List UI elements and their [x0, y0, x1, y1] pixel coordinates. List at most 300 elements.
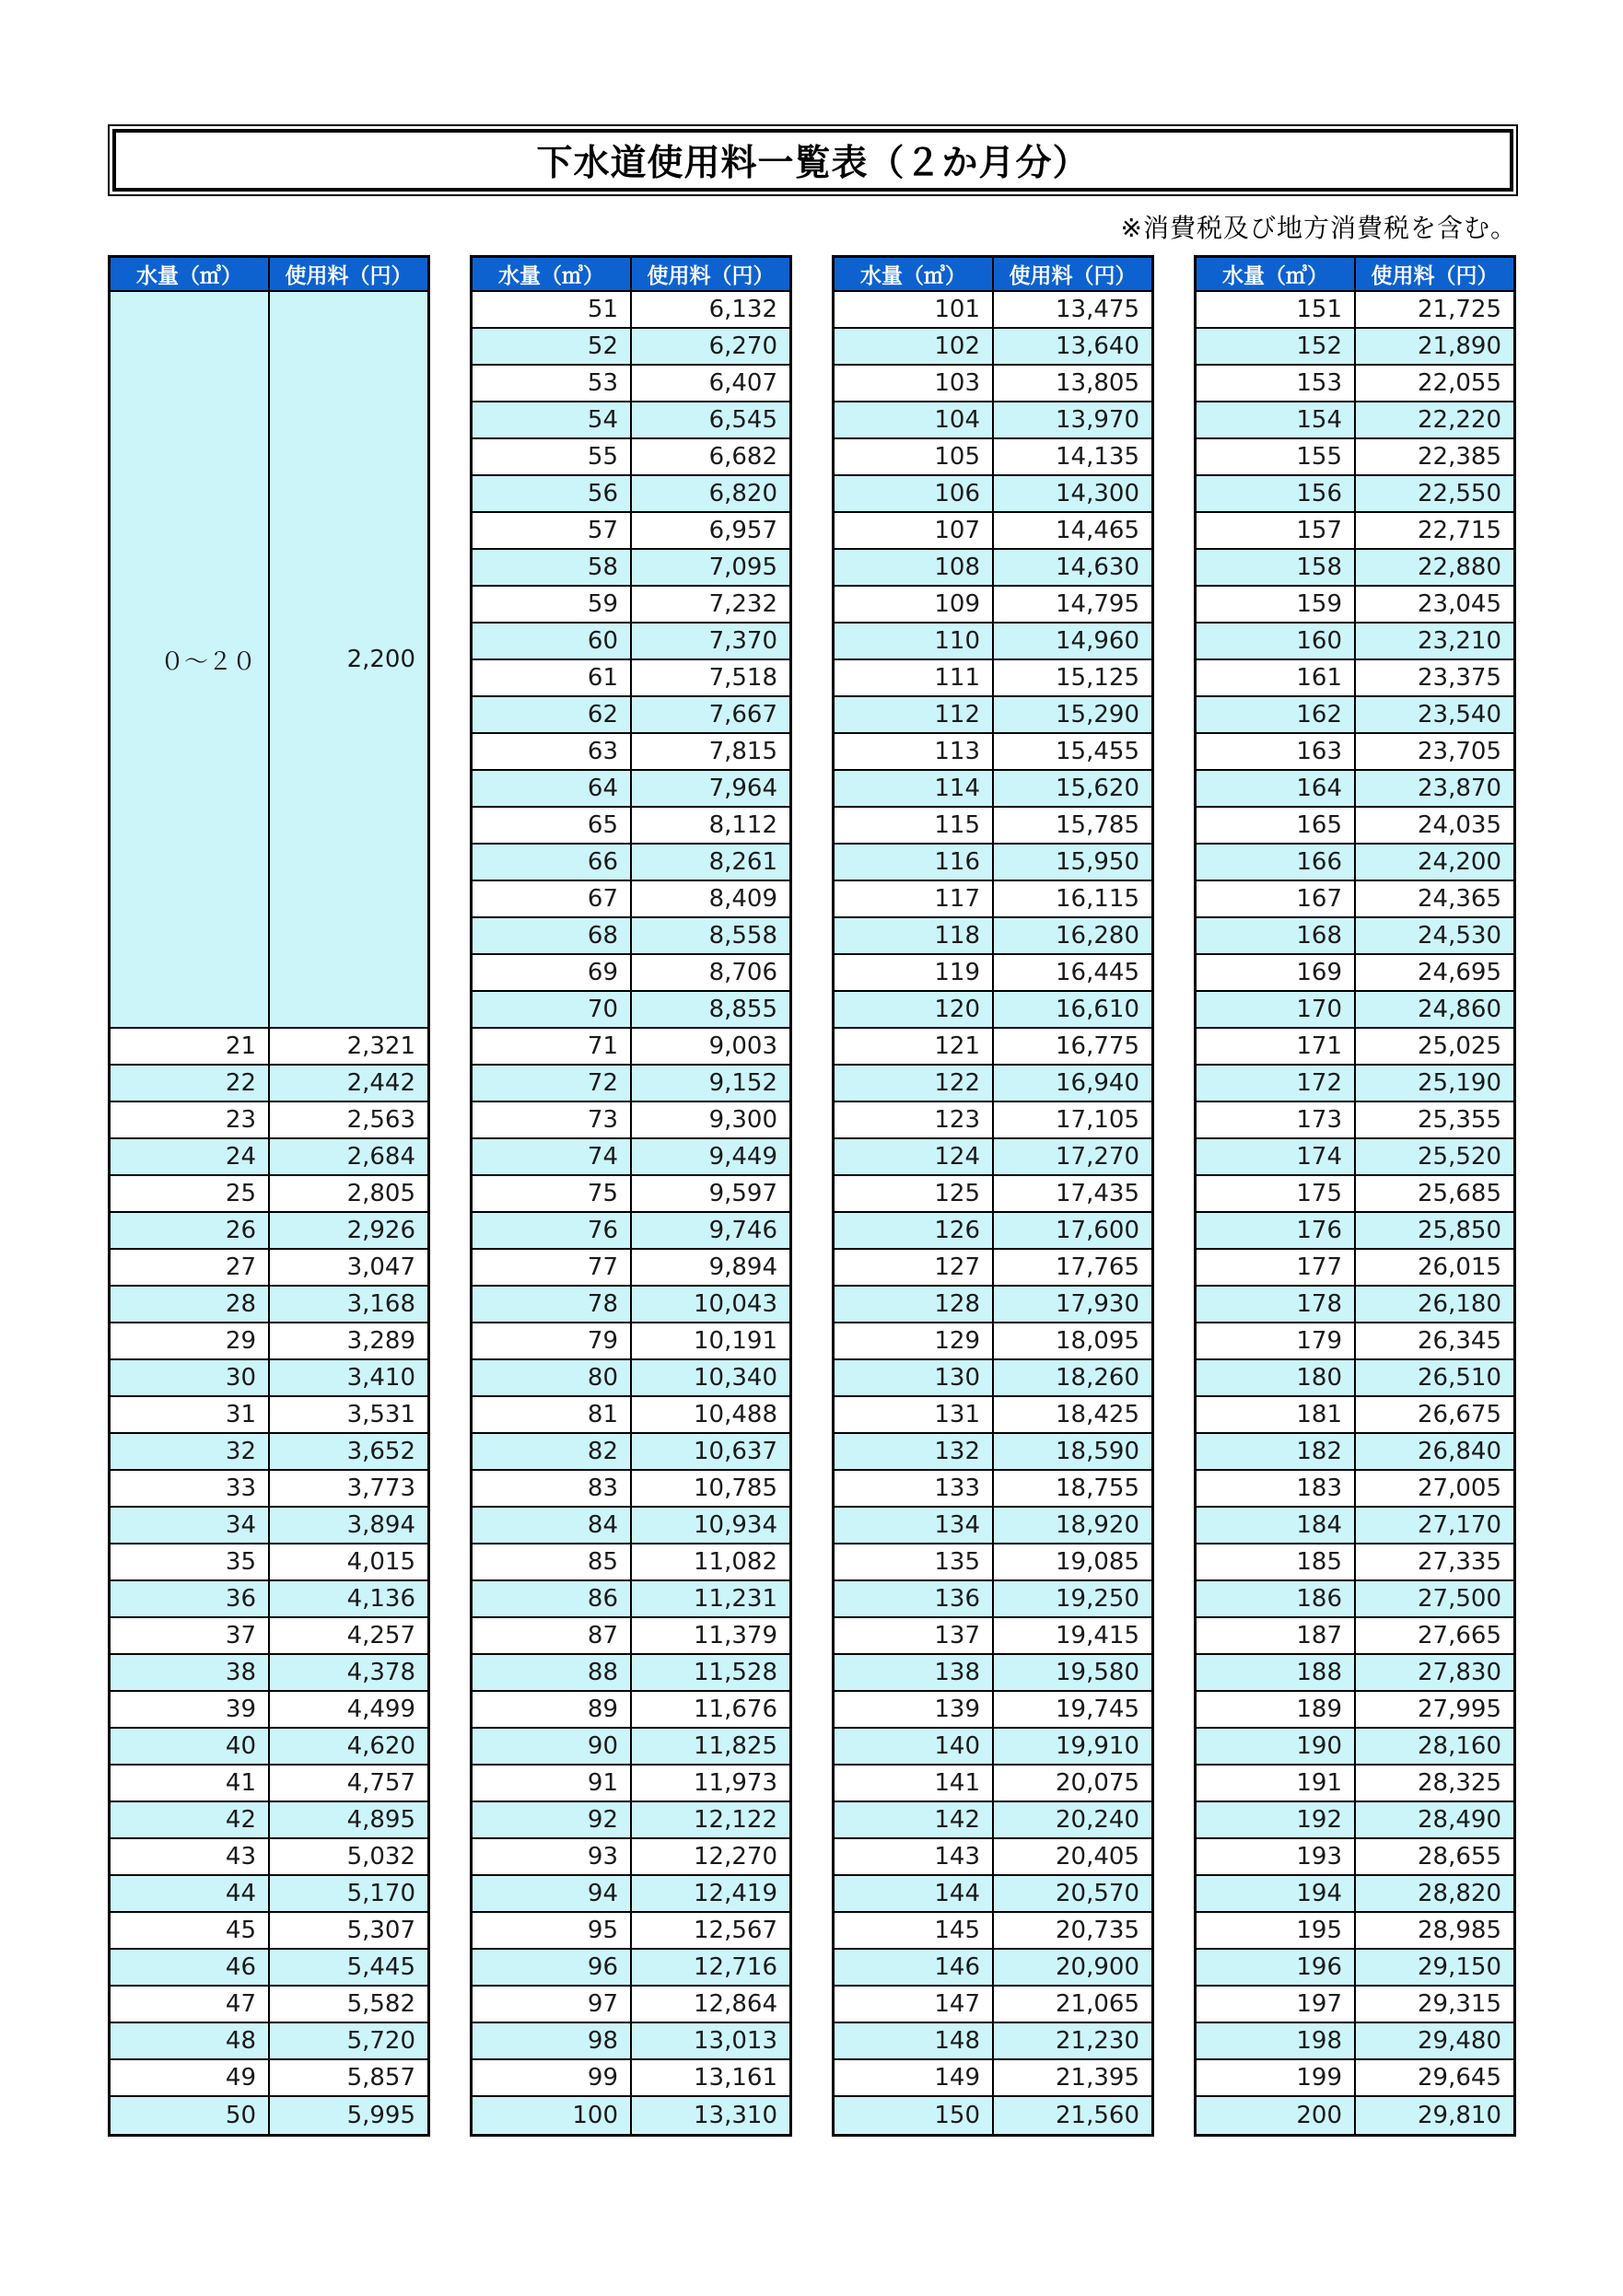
volume-cell: 31 — [225, 1401, 256, 1428]
table-row — [473, 697, 789, 734]
table-row — [111, 2097, 427, 2134]
table-row — [1197, 955, 1513, 992]
table-row — [1197, 1950, 1513, 1987]
fee-cell: 13,310 — [630, 2097, 789, 2134]
table-row — [1197, 771, 1513, 808]
table-row — [1197, 476, 1513, 513]
fee-cell: 11,379 — [630, 1618, 789, 1653]
table-row — [111, 1176, 427, 1213]
volume-cell: 67 — [587, 885, 618, 913]
table-row — [1197, 660, 1513, 697]
volume-cell: 182 — [1296, 1438, 1342, 1465]
table-row — [835, 992, 1151, 1029]
volume-cell: 189 — [1296, 1696, 1342, 1723]
volume-cell: 144 — [934, 1880, 980, 1907]
fee-cell: 5,032 — [268, 1839, 427, 1874]
fee-cell: 13,161 — [630, 2060, 789, 2095]
fee-cell: 15,950 — [992, 845, 1151, 880]
volume-cell: 33 — [225, 1474, 256, 1502]
fee-table — [108, 255, 1518, 2137]
table-row — [835, 1508, 1151, 1544]
table-row — [1197, 1729, 1513, 1766]
fee-cell: 7,518 — [630, 660, 789, 695]
fee-cell: 11,231 — [630, 1581, 789, 1616]
table-row — [835, 881, 1151, 918]
table-row — [1197, 624, 1513, 660]
volume-cell: 121 — [934, 1032, 980, 1060]
fee-cell: 6,132 — [630, 292, 789, 327]
table-row — [835, 2023, 1151, 2060]
table-row — [473, 1655, 789, 1692]
volume-cell: 119 — [934, 959, 980, 986]
fee-cell: 3,652 — [268, 1434, 427, 1469]
table-row — [473, 1287, 789, 1323]
fee-cell: 6,957 — [630, 513, 789, 548]
table-row — [473, 1729, 789, 1766]
fee-cell: 25,190 — [1354, 1066, 1513, 1101]
fee-cell: 18,920 — [992, 1508, 1151, 1543]
volume-cell: 185 — [1296, 1548, 1342, 1576]
fee-cell: 4,015 — [268, 1544, 427, 1579]
table-row — [1197, 402, 1513, 439]
volume-cell: 101 — [934, 296, 980, 323]
fee-cell: 22,220 — [1354, 402, 1513, 437]
volume-cell: 84 — [587, 1511, 618, 1539]
fee-cell: 8,855 — [630, 992, 789, 1027]
column-group — [470, 255, 792, 2137]
volume-header-cell: 水量（㎥） — [473, 258, 630, 290]
table-row — [473, 660, 789, 697]
fee-cell: 3,894 — [268, 1508, 427, 1543]
fee-cell: 20,900 — [992, 1950, 1151, 1985]
fee-cell: 7,370 — [630, 624, 789, 658]
table-row — [473, 1802, 789, 1839]
fee-cell: 4,499 — [268, 1692, 427, 1727]
table-row — [835, 1360, 1151, 1397]
volume-cell: 152 — [1296, 332, 1342, 360]
fee-cell: 25,685 — [1354, 1176, 1513, 1211]
table-row — [1197, 734, 1513, 771]
volume-cell: 165 — [1296, 811, 1342, 839]
volume-cell: 78 — [587, 1290, 618, 1318]
fee-cell: 13,970 — [992, 402, 1151, 437]
volume-cell: 57 — [587, 517, 618, 544]
fee-cell: 12,419 — [630, 1876, 789, 1911]
fee-cell: 10,934 — [630, 1508, 789, 1543]
volume-cell: 177 — [1296, 1253, 1342, 1281]
fee-cell: 25,355 — [1354, 1102, 1513, 1137]
fee-header-cell: 使用料（円） — [630, 258, 789, 290]
table-row — [835, 439, 1151, 476]
table-row — [835, 918, 1151, 955]
fee-cell: 15,290 — [992, 697, 1151, 732]
fee-cell: 24,860 — [1354, 992, 1513, 1027]
table-row — [835, 624, 1151, 660]
volume-cell: 161 — [1296, 664, 1342, 692]
volume-cell: 21 — [225, 1032, 256, 1060]
volume-cell: 130 — [934, 1364, 980, 1392]
volume-cell: 24 — [225, 1143, 256, 1171]
table-row — [1197, 1471, 1513, 1508]
table-row — [473, 1066, 789, 1102]
fee-cell: 3,773 — [268, 1471, 427, 1506]
volume-cell: 48 — [225, 2027, 256, 2055]
volume-cell: 49 — [225, 2064, 256, 2092]
fee-cell: 20,735 — [992, 1913, 1151, 1948]
table-row — [473, 1544, 789, 1581]
fee-cell: 7,815 — [630, 734, 789, 769]
table-row — [835, 1397, 1151, 1434]
volume-cell: 23 — [225, 1106, 256, 1134]
table-row — [111, 1802, 427, 1839]
volume-cell: 29 — [225, 1327, 256, 1355]
table-row — [473, 2023, 789, 2060]
fee-cell: 18,590 — [992, 1434, 1151, 1469]
table-row — [473, 1139, 789, 1176]
group-header — [1197, 258, 1513, 292]
table-row — [1197, 2023, 1513, 2060]
table-row — [473, 1692, 789, 1729]
fee-cell: 22,385 — [1354, 439, 1513, 474]
table-row — [473, 550, 789, 587]
fee-cell: 7,964 — [630, 771, 789, 806]
fee-cell: 2,563 — [268, 1102, 427, 1137]
fee-cell: 27,830 — [1354, 1655, 1513, 1690]
volume-cell: 113 — [934, 738, 980, 765]
fee-cell: 17,270 — [992, 1139, 1151, 1174]
volume-cell: 98 — [587, 2027, 618, 2055]
table-row — [1197, 845, 1513, 881]
fee-cell: 19,250 — [992, 1581, 1151, 1616]
page-title: 下水道使用料一覧表（２か月分） — [536, 143, 1090, 184]
table-row — [1197, 1029, 1513, 1066]
table-row — [1197, 1287, 1513, 1323]
volume-cell: 183 — [1296, 1474, 1342, 1502]
table-row — [835, 1802, 1151, 1839]
volume-cell: 80 — [587, 1364, 618, 1392]
group-header — [473, 258, 789, 292]
volume-cell: 158 — [1296, 554, 1342, 581]
table-row — [473, 1029, 789, 1066]
table-row — [835, 1839, 1151, 1876]
volume-cell: 81 — [587, 1401, 618, 1428]
fee-cell: 3,168 — [268, 1287, 427, 1322]
fee-cell: 26,345 — [1354, 1323, 1513, 1358]
fee-cell: 22,055 — [1354, 366, 1513, 401]
volume-cell: 54 — [587, 406, 618, 434]
table-row — [835, 955, 1151, 992]
table-row — [111, 1655, 427, 1692]
volume-cell: 116 — [934, 848, 980, 876]
fee-cell: 29,315 — [1354, 1987, 1513, 2022]
table-row — [473, 1250, 789, 1287]
volume-cell: 135 — [934, 1548, 980, 1576]
table-row — [835, 587, 1151, 624]
volume-cell: 170 — [1296, 996, 1342, 1023]
table-row — [835, 1876, 1151, 1913]
table-row — [111, 1544, 427, 1581]
volume-cell: 187 — [1296, 1622, 1342, 1649]
fee-cell: 21,725 — [1354, 292, 1513, 327]
volume-cell: 136 — [934, 1585, 980, 1613]
table-row — [473, 1323, 789, 1360]
fee-cell: 19,580 — [992, 1655, 1151, 1690]
fee-cell: 4,620 — [268, 1729, 427, 1764]
fee-cell: 2,321 — [268, 1029, 427, 1064]
volume-cell: 62 — [587, 701, 618, 728]
fee-cell: 23,375 — [1354, 660, 1513, 695]
volume-cell: 59 — [587, 590, 618, 618]
volume-cell: 175 — [1296, 1180, 1342, 1207]
fee-cell: 11,825 — [630, 1729, 789, 1764]
fee-cell: 12,270 — [630, 1839, 789, 1874]
volume-cell: 137 — [934, 1622, 980, 1649]
volume-cell: 104 — [934, 406, 980, 434]
volume-cell: 138 — [934, 1659, 980, 1686]
fee-cell: 2,684 — [268, 1139, 427, 1174]
table-row — [111, 1066, 427, 1102]
volume-cell: 153 — [1296, 369, 1342, 397]
fee-cell: 25,025 — [1354, 1029, 1513, 1064]
merged-base-rate-row — [111, 292, 427, 1029]
table-row — [473, 1176, 789, 1213]
volume-cell: 198 — [1296, 2027, 1342, 2055]
volume-cell: 171 — [1296, 1032, 1342, 1060]
volume-cell: 52 — [587, 332, 618, 360]
fee-cell: 17,105 — [992, 1102, 1151, 1137]
fee-cell: 4,378 — [268, 1655, 427, 1690]
fee-cell: 27,005 — [1354, 1471, 1513, 1506]
table-row — [473, 292, 789, 329]
group-header — [111, 258, 427, 292]
fee-cell: 17,765 — [992, 1250, 1151, 1285]
table-row — [473, 476, 789, 513]
volume-cell: 47 — [225, 1990, 256, 2018]
volume-header-cell: 水量（㎥） — [835, 258, 992, 290]
volume-cell: 25 — [225, 1180, 256, 1207]
table-row — [835, 550, 1151, 587]
fee-cell: 24,695 — [1354, 955, 1513, 990]
table-row — [835, 1176, 1151, 1213]
title-box — [108, 124, 1518, 196]
volume-cell: 114 — [934, 775, 980, 802]
table-row — [835, 1692, 1151, 1729]
volume-cell: 179 — [1296, 1327, 1342, 1355]
volume-cell: 85 — [587, 1548, 618, 1576]
fee-cell: 7,667 — [630, 697, 789, 732]
table-row — [111, 1876, 427, 1913]
table-row — [1197, 1618, 1513, 1655]
volume-cell: 92 — [587, 1806, 618, 1834]
fee-cell: 4,895 — [268, 1802, 427, 1837]
volume-cell: 71 — [587, 1032, 618, 1060]
volume-cell: 88 — [587, 1659, 618, 1686]
fee-cell: 5,307 — [268, 1913, 427, 1948]
fee-cell: 22,550 — [1354, 476, 1513, 511]
table-row — [473, 439, 789, 476]
fee-cell: 3,047 — [268, 1250, 427, 1285]
table-row — [111, 2023, 427, 2060]
table-row — [473, 2097, 789, 2134]
table-row — [473, 1397, 789, 1434]
fee-cell: 29,810 — [1354, 2097, 1513, 2134]
fee-cell: 6,407 — [630, 366, 789, 401]
table-row — [473, 1360, 789, 1397]
fee-cell: 24,365 — [1354, 881, 1513, 916]
fee-cell: 27,500 — [1354, 1581, 1513, 1616]
fee-cell: 5,170 — [268, 1876, 427, 1911]
table-row — [1197, 587, 1513, 624]
fee-cell: 18,260 — [992, 1360, 1151, 1395]
volume-cell: 79 — [587, 1327, 618, 1355]
volume-cell: 89 — [587, 1696, 618, 1723]
table-row — [1197, 329, 1513, 366]
fee-cell: 22,880 — [1354, 550, 1513, 585]
fee-cell: 16,775 — [992, 1029, 1151, 1064]
fee-cell: 11,082 — [630, 1544, 789, 1579]
volume-cell: 65 — [587, 811, 618, 839]
table-row — [473, 2060, 789, 2097]
volume-cell: 162 — [1296, 701, 1342, 728]
fee-cell: 3,410 — [268, 1360, 427, 1395]
table-row — [1197, 1913, 1513, 1950]
table-row — [1197, 1508, 1513, 1544]
volume-cell: 82 — [587, 1438, 618, 1465]
column-group — [832, 255, 1154, 2137]
table-row — [111, 1213, 427, 1250]
volume-cell: 72 — [587, 1069, 618, 1097]
table-row — [473, 1508, 789, 1544]
volume-cell: 180 — [1296, 1364, 1342, 1392]
fee-cell: 7,095 — [630, 550, 789, 585]
fee-cell: 12,716 — [630, 1950, 789, 1985]
fee-cell: 2,805 — [268, 1176, 427, 1211]
fee-cell: 22,715 — [1354, 513, 1513, 548]
table-row — [111, 1471, 427, 1508]
fee-cell: 9,152 — [630, 1066, 789, 1101]
table-row — [111, 1323, 427, 1360]
volume-cell: 93 — [587, 1843, 618, 1871]
volume-cell: 68 — [587, 922, 618, 950]
table-row — [1197, 1987, 1513, 2023]
fee-cell: 10,043 — [630, 1287, 789, 1322]
volume-cell: 194 — [1296, 1880, 1342, 1907]
fee-cell: 8,558 — [630, 918, 789, 953]
table-row — [1197, 1250, 1513, 1287]
fee-cell: 5,720 — [268, 2023, 427, 2058]
fee-cell: 6,682 — [630, 439, 789, 474]
fee-cell: 7,232 — [630, 587, 789, 622]
fee-cell: 16,280 — [992, 918, 1151, 953]
fee-cell: 4,257 — [268, 1618, 427, 1653]
fee-cell: 15,125 — [992, 660, 1151, 695]
fee-cell: 26,840 — [1354, 1434, 1513, 1469]
table-row — [1197, 1766, 1513, 1802]
fee-cell: 8,706 — [630, 955, 789, 990]
table-row — [835, 1471, 1151, 1508]
fee-cell: 20,570 — [992, 1876, 1151, 1911]
volume-cell: 32 — [225, 1438, 256, 1465]
table-row — [835, 1729, 1151, 1766]
table-row — [835, 1029, 1151, 1066]
fee-cell: 8,261 — [630, 845, 789, 880]
table-row — [835, 329, 1151, 366]
table-row — [473, 734, 789, 771]
volume-cell: 174 — [1296, 1143, 1342, 1171]
table-row — [1197, 1839, 1513, 1876]
volume-cell: 134 — [934, 1511, 980, 1539]
volume-cell: 39 — [225, 1696, 256, 1723]
table-row — [835, 1434, 1151, 1471]
fee-cell: 3,289 — [268, 1323, 427, 1358]
volume-cell: 141 — [934, 1769, 980, 1797]
fee-cell: 10,637 — [630, 1434, 789, 1469]
volume-cell: 69 — [587, 959, 618, 986]
volume-cell: 118 — [934, 922, 980, 950]
fee-cell: 3,531 — [268, 1397, 427, 1432]
volume-cell: 27 — [225, 1253, 256, 1281]
volume-cell: 140 — [934, 1732, 980, 1760]
fee-cell: 12,864 — [630, 1987, 789, 2022]
volume-cell: 157 — [1296, 517, 1342, 544]
volume-cell: 26 — [225, 1217, 256, 1244]
volume-cell: 154 — [1296, 406, 1342, 434]
volume-cell: 200 — [1296, 2102, 1342, 2129]
table-row — [473, 1581, 789, 1618]
volume-cell: 35 — [225, 1548, 256, 1576]
volume-cell: 168 — [1296, 922, 1342, 950]
fee-cell: 27,995 — [1354, 1692, 1513, 1727]
table-row — [473, 329, 789, 366]
fee-cell: 28,985 — [1354, 1913, 1513, 1948]
volume-cell: 166 — [1296, 848, 1342, 876]
volume-cell: 75 — [587, 1180, 618, 1207]
fee-cell: 10,785 — [630, 1471, 789, 1506]
fee-cell: 2,926 — [268, 1213, 427, 1248]
table-row — [473, 955, 789, 992]
volume-cell: 188 — [1296, 1659, 1342, 1686]
fee-cell: 6,545 — [630, 402, 789, 437]
table-row — [473, 1950, 789, 1987]
table-row — [473, 881, 789, 918]
fee-cell: 21,890 — [1354, 329, 1513, 364]
volume-cell: 55 — [587, 443, 618, 471]
table-row — [835, 1766, 1151, 1802]
fee-cell: 28,325 — [1354, 1766, 1513, 1801]
table-row — [835, 734, 1151, 771]
volume-cell: 186 — [1296, 1585, 1342, 1613]
volume-cell: 38 — [225, 1659, 256, 1686]
table-row — [835, 513, 1151, 550]
volume-cell: 149 — [934, 2064, 980, 2092]
table-row — [111, 1397, 427, 1434]
table-row — [835, 771, 1151, 808]
fee-cell: 19,085 — [992, 1544, 1151, 1579]
volume-cell: 40 — [225, 1732, 256, 1760]
table-row — [835, 476, 1151, 513]
volume-cell: 131 — [934, 1401, 980, 1428]
table-row — [1197, 513, 1513, 550]
volume-cell: 169 — [1296, 959, 1342, 986]
fee-cell: 14,465 — [992, 513, 1151, 548]
volume-cell: 145 — [934, 1917, 980, 1944]
volume-cell: 74 — [587, 1143, 618, 1171]
fee-cell: 23,705 — [1354, 734, 1513, 769]
fee-cell: 27,335 — [1354, 1544, 1513, 1579]
fee-cell: 4,757 — [268, 1766, 427, 1801]
fee-cell: 6,270 — [630, 329, 789, 364]
table-row — [1197, 697, 1513, 734]
